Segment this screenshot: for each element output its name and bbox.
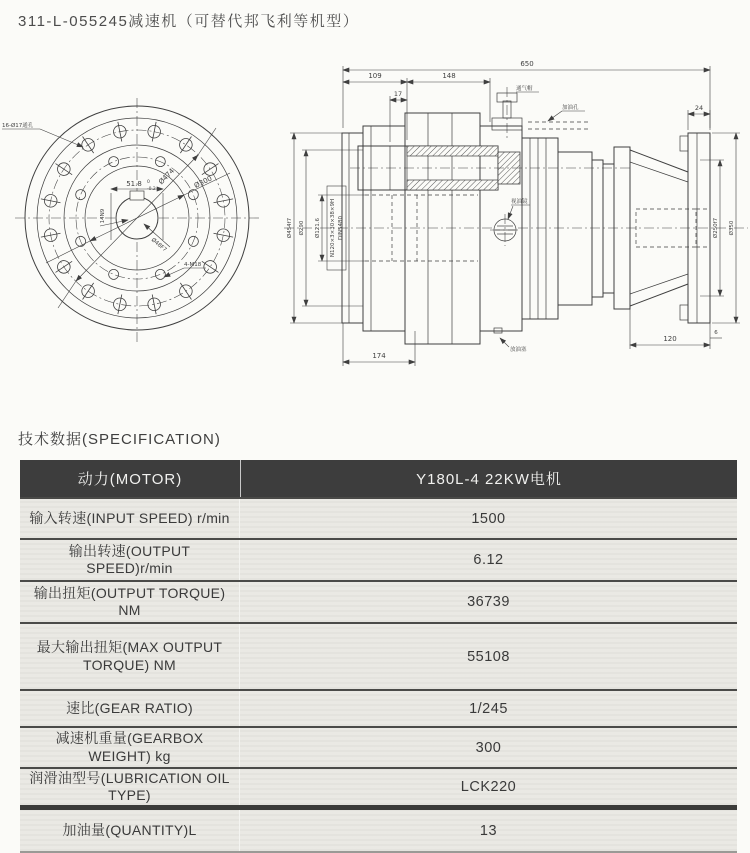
dia-pilot: Ø290 [299, 220, 305, 236]
table-row-max-output-torque [20, 622, 737, 689]
row-label: 输入转速(INPUT SPEED) r/min [20, 499, 240, 538]
front-view [2, 98, 262, 342]
row-value: 36739 [467, 594, 510, 610]
bore-dia-label: Ø48F7 [149, 237, 168, 254]
dim-148: 148 [442, 72, 456, 80]
dim-6: 6 [714, 330, 718, 336]
dim-109: 109 [368, 72, 382, 80]
hub-width-dim: 51.8 [126, 180, 142, 188]
drain-label: 放油塞 [510, 347, 527, 353]
hub-width-tol-upper: 0 [147, 180, 150, 185]
row-label: 输出扭矩(OUTPUT TORQUE) NM [20, 582, 240, 622]
spline-spec: N120×3×30×38×9H [330, 198, 336, 258]
row-label: 速比(GEAR RATIO) [20, 691, 240, 726]
table-row-input-speed [20, 497, 737, 538]
row-value: 55108 [467, 648, 510, 665]
tapped-holes-label: 4-M18 [184, 262, 202, 268]
row-value: 300 [475, 739, 502, 756]
dim-24: 24 [694, 104, 704, 112]
hub-width-tol-lower: -0.2 [147, 187, 156, 192]
table-row-gear-ratio [20, 689, 737, 726]
row-value: 1500 [471, 510, 506, 527]
dia-output-pilot: Ø250f7 [713, 217, 719, 239]
row-value: LCK220 [460, 779, 517, 795]
row-label: 润滑油型号(LUBRICATION OIL TYPE) [20, 769, 240, 805]
dim-17: 17 [393, 90, 403, 98]
row-value: 1/245 [469, 700, 508, 717]
table-row-output-torque [20, 580, 737, 622]
row-label: 减速机重量(GEARBOX WEIGHT) kg [20, 728, 240, 767]
breather-label: 通气帽 [516, 86, 533, 92]
table-row-lubrication-oil [20, 767, 737, 805]
technical-drawing [0, 0, 750, 420]
row-value: 13 [479, 822, 498, 839]
table-row-output-speed [20, 538, 737, 580]
spline-standard: DIN5480 [338, 216, 344, 240]
dia-mount-flange: Ø454f7 [287, 217, 293, 239]
row-label: 最大输出扭矩(MAX OUTPUT TORQUE) NM [20, 624, 240, 689]
table-header-row [20, 460, 737, 497]
oil-fill-label: 加油孔 [562, 105, 579, 111]
gearbox-drawing [0, 0, 750, 420]
dim-120: 120 [663, 335, 677, 343]
page-title: 311-L-055245减速机（可替代邦飞利等机型） [18, 13, 360, 30]
section-heading: 技术数据(SPECIFICATION) [18, 431, 221, 448]
through-holes-label: 16-Ø17通孔 [2, 123, 34, 129]
oil-sight-glass [490, 214, 520, 246]
breather-cap [492, 87, 522, 140]
row-value: 6.12 [473, 552, 504, 568]
keyway-width-dim: 14N9 [100, 208, 106, 224]
bolt-circle-dia-dim: Ø474 [157, 167, 176, 187]
header-motor-value: Y180L-4 22KW电机 [416, 471, 562, 488]
table-row-gearbox-weight [20, 726, 737, 767]
dim-174: 174 [372, 352, 386, 360]
dim-overall-length: 650 [520, 60, 534, 68]
row-label: 加油量(QUANTITY)L [20, 810, 240, 851]
dia-output-flange: Ø350 [729, 220, 735, 236]
inner-dia-dim: Ø300 [192, 174, 214, 190]
dia-spline-bore: Ø121.6 [315, 217, 321, 239]
table-row-oil-quantity [20, 805, 737, 851]
header-motor-label: 动力(MOTOR) [20, 460, 241, 497]
spec-table [20, 460, 737, 853]
row-label: 输出转速(OUTPUT SPEED)r/min [20, 540, 240, 580]
sight-glass-label: 视油镜 [511, 199, 528, 205]
side-view [284, 60, 748, 366]
